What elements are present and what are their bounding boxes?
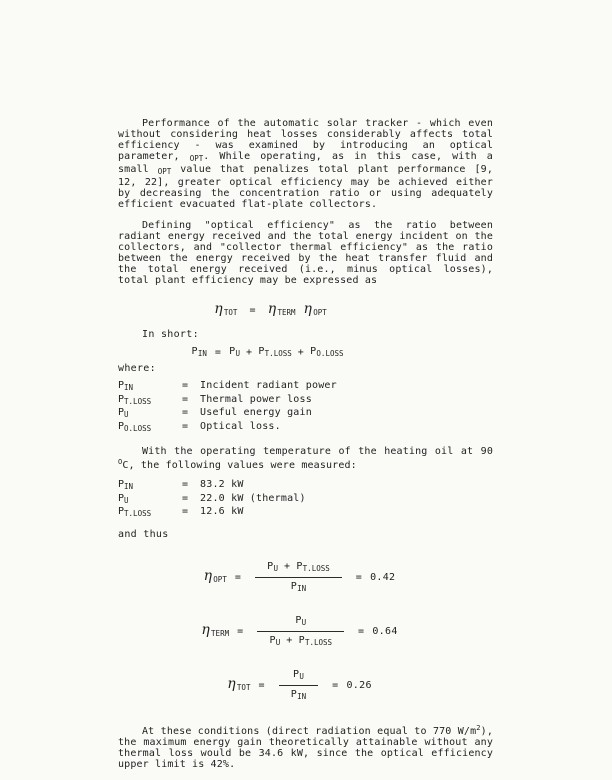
paragraph-text: ), the maximum energy gain theoretically attainable without any thermal loss would be 34.6 kW, since the optical efficiency upper limit is 42%. <box>118 725 493 770</box>
definition-text: Thermal power loss <box>200 393 312 405</box>
symbol-base: P <box>310 346 317 357</box>
subscript-u: U <box>124 495 129 505</box>
symbol-base: P <box>118 492 125 504</box>
paragraph-text: value that penalizes total plant performance [9, 12, 22], greater optical efficiency may be achieved either by decreasing the concentration ratio or using adequately efficient evacuated flat-plate collectors. <box>118 164 493 210</box>
symbol-base: P <box>118 393 125 405</box>
subscript-tot: TOT <box>223 308 238 317</box>
paragraph-text: At these conditions (direct radiation equal to 770 W/m <box>142 725 477 737</box>
eta-symbol: η <box>303 301 313 317</box>
subscript-u: U <box>235 349 241 358</box>
paragraph-definitions: Defining "optical efficiency" as the ratio between radiant energy received and the total energy incident on the collectors, and "collector thermal efficiency" as the ratio between the energy received by the heat transfer fluid and the total energy received (i.e., minus optical losses), total plant efficiency may be expressed as <box>118 220 493 286</box>
subscript-opt: OPT <box>213 575 227 584</box>
subscript-in: IN <box>124 482 134 491</box>
equals-sign: = <box>182 506 189 517</box>
measurement-value: 12.6 kW <box>200 506 244 517</box>
result-value: 0.64 <box>372 625 398 637</box>
subscript-opt: OPT <box>313 308 327 317</box>
subscript-tot: TOT <box>236 683 251 692</box>
measurement-value: 22.0 kW (thermal) <box>200 492 306 504</box>
fraction-denominator <box>279 578 318 594</box>
p-in-term <box>191 346 206 359</box>
subscript-u: U <box>124 410 129 419</box>
equals-sign: = <box>182 492 189 504</box>
symbol <box>118 380 182 394</box>
definition-row <box>118 407 493 421</box>
definition-text: Useful energy gain <box>200 407 312 418</box>
subscript-opt: OPT <box>157 167 172 176</box>
plus-sign: + <box>246 347 253 358</box>
symbol-base: P <box>295 614 302 626</box>
in-short-label: In short: <box>142 329 199 340</box>
subscript-u: U <box>273 563 279 573</box>
subscript-opt: OPT <box>189 154 204 163</box>
paragraph-text: C, the following values were measured: <box>122 460 357 471</box>
equals-sign: = <box>249 304 256 316</box>
subscript-in: IN <box>297 691 307 701</box>
p-tloss-term <box>258 346 291 359</box>
definition-row <box>118 380 493 394</box>
measured-values-list <box>118 479 493 520</box>
eta-tot-term <box>214 302 237 318</box>
subscript-tloss: T.LOSS <box>304 637 333 647</box>
symbol <box>118 506 182 520</box>
subscript-tloss: T.LOSS <box>124 509 152 518</box>
symbol <box>118 421 182 435</box>
plus-sign: + <box>297 347 305 358</box>
paragraph-text: . While operating, as in this case, with a small <box>118 151 493 175</box>
subscript-tloss: T.LOSS <box>124 396 152 406</box>
result-value: 0.42 <box>370 571 396 583</box>
equals-sign: = <box>355 571 363 583</box>
symbol <box>118 407 182 421</box>
definition-row <box>118 394 493 408</box>
eta-opt-term <box>304 302 327 318</box>
result-value: 0.26 <box>346 679 372 691</box>
eta-symbol: η <box>201 622 211 638</box>
symbol-base: P <box>118 479 125 490</box>
fraction-denominator <box>279 686 318 702</box>
eta-tot-term <box>227 677 250 693</box>
symbol-base: P <box>118 506 125 517</box>
symbol-base: P <box>298 634 305 646</box>
symbol-base: P <box>258 346 265 357</box>
symbol <box>118 479 182 493</box>
symbol <box>118 493 182 507</box>
measurement-row <box>118 479 493 493</box>
equals-sign: = <box>214 347 222 358</box>
eta-symbol: η <box>227 676 236 692</box>
symbol-base: P <box>118 420 125 432</box>
eta-term-term <box>268 302 296 318</box>
subscript-tloss: T.LOSS <box>264 349 292 358</box>
subscript-in: IN <box>197 349 207 358</box>
symbol <box>118 394 182 408</box>
eta-opt-term <box>204 569 227 585</box>
definition-row <box>118 421 493 435</box>
definitions-list <box>118 380 493 434</box>
equals-sign: = <box>182 420 189 432</box>
equation-total-efficiency <box>83 302 458 318</box>
symbol-base: P <box>229 346 236 357</box>
fraction <box>255 561 342 594</box>
equation-eta-term <box>112 615 487 648</box>
symbol-base: P <box>269 634 276 646</box>
equals-sign: = <box>182 407 189 418</box>
plus-sign: + <box>284 560 291 572</box>
p-u-term <box>229 346 240 359</box>
measurement-row <box>118 506 493 520</box>
eta-symbol: η <box>267 301 277 317</box>
fraction <box>279 669 318 702</box>
symbol-base: P <box>290 580 298 592</box>
symbol-base: P <box>293 668 300 680</box>
eta-term-term <box>201 623 229 639</box>
paragraph-text: With the operating temperature of the heating oil at 90 <box>142 446 493 457</box>
symbol-base: P <box>118 407 125 418</box>
subscript-term: TERM <box>277 308 296 317</box>
subscript-u: U <box>301 617 307 627</box>
symbol-base: P <box>191 346 198 357</box>
definition-text: Optical loss. <box>200 420 281 432</box>
equation-power-balance <box>80 346 455 359</box>
equals-sign: = <box>332 679 339 691</box>
subscript-oloss: O.LOSS <box>124 423 152 433</box>
definition-text: Incident radiant power <box>200 380 337 391</box>
equals-sign: = <box>258 679 265 691</box>
equals-sign: = <box>358 625 365 637</box>
where-label: where: <box>118 363 156 374</box>
paragraph-text: Performance of the automatic solar tracker - which even without considering heat losses considerably affects total efficiency - was examined by introducing an optical parameter, <box>118 118 493 162</box>
subscript-u: U <box>275 637 281 647</box>
subscript-oloss: O.LOSS <box>316 349 344 358</box>
symbol-base: P <box>118 380 125 391</box>
paragraph-operating-temperature <box>118 446 493 471</box>
symbol-base: P <box>296 560 303 572</box>
superscript-2: 2 <box>476 723 481 732</box>
eta-symbol: η <box>203 568 213 584</box>
measurement-row <box>118 493 493 507</box>
paragraph-conclusion <box>118 723 493 770</box>
fraction-numerator <box>281 669 316 685</box>
subscript-in: IN <box>124 383 134 392</box>
subscript-u: U <box>299 671 304 681</box>
plus-sign: + <box>286 634 293 646</box>
symbol-base: P <box>267 560 274 572</box>
fraction-denominator <box>257 632 344 648</box>
fraction <box>257 615 344 648</box>
equals-sign: = <box>182 393 189 405</box>
fraction-numerator <box>255 561 342 577</box>
equation-eta-opt <box>112 561 487 594</box>
equals-sign: = <box>237 625 244 637</box>
subscript-term: TERM <box>211 629 230 638</box>
equation-eta-tot <box>112 669 487 702</box>
equals-sign: = <box>234 571 242 583</box>
eta-symbol: η <box>214 301 223 317</box>
p-oloss-term <box>310 346 343 359</box>
equals-sign: = <box>182 479 189 490</box>
subscript-in: IN <box>297 583 307 593</box>
paragraph-performance <box>118 118 493 210</box>
symbol-base: P <box>290 688 298 700</box>
fraction-numerator <box>283 615 318 631</box>
and-thus-label: and thus <box>118 528 169 540</box>
superscript-degree: O <box>118 458 123 466</box>
equals-sign: = <box>182 380 189 391</box>
subscript-tloss: T.LOSS <box>302 563 330 573</box>
measurement-value: 83.2 kW <box>200 479 244 490</box>
